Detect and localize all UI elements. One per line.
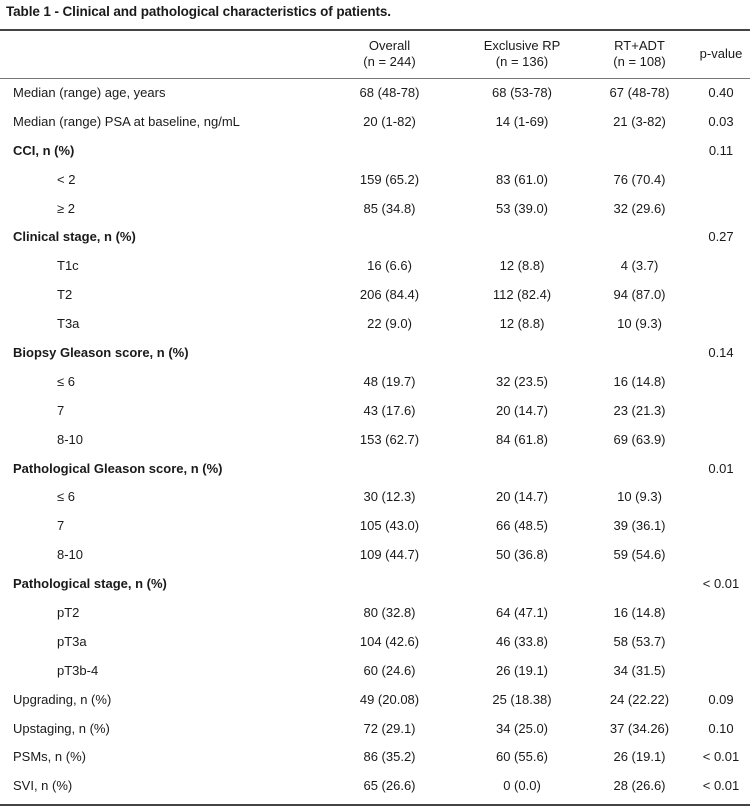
cell-overall (322, 222, 457, 251)
cell-exclusive-rp: 12 (8.8) (499, 316, 545, 332)
cell-p-value: 0.01 (708, 460, 734, 476)
subcategory-row (0, 598, 750, 627)
header-overall-n: (n = 244) (363, 54, 416, 69)
cell-rt-adt: 39 (36.1) (613, 518, 666, 534)
cell-exclusive-rp (457, 222, 587, 251)
cell-overall: 16 (6.6) (367, 258, 412, 274)
row-label: Upgrading, n (%) (13, 691, 112, 707)
cell-exclusive-rp: 32 (23.5) (495, 373, 549, 389)
subcategory-row (0, 627, 750, 656)
cell-rt-adt: 26 (19.1) (613, 749, 666, 765)
cell-overall: 206 (84.4) (359, 287, 420, 303)
row-label: pT2 (57, 604, 80, 620)
subcategory-row (0, 367, 750, 396)
header-exclusive-rp (457, 30, 587, 78)
table-row (0, 78, 750, 107)
cell-overall: 153 (62.7) (359, 431, 420, 447)
subcategory-row (0, 540, 750, 569)
cell-overall: 30 (12.3) (363, 489, 416, 505)
row-label: CCI, n (%) (13, 142, 75, 158)
cell-overall: 68 (48-78) (359, 84, 420, 100)
cell-exclusive-rp: 84 (61.8) (495, 431, 549, 447)
cell-overall (322, 569, 457, 598)
bottom-rule (0, 804, 750, 806)
cell-rt-adt: 21 (3-82) (613, 113, 666, 129)
cell-rt-adt: 94 (87.0) (613, 287, 666, 303)
cell-overall: 22 (9.0) (367, 316, 412, 332)
cell-overall: 65 (26.6) (363, 778, 416, 794)
row-label: 8-10 (57, 547, 84, 563)
cell-exclusive-rp: 112 (82.4) (492, 287, 552, 303)
cell-rt-adt: 10 (9.3) (617, 316, 662, 332)
row-label: T2 (57, 287, 73, 303)
cell-p-value (692, 194, 750, 223)
cell-overall: 109 (44.7) (359, 547, 420, 563)
section-header-row (0, 569, 750, 598)
header-exclusive-rp-title: Exclusive RP (483, 38, 561, 53)
cell-p-value: < 0.01 (702, 576, 740, 592)
subcategory-row (0, 165, 750, 194)
cell-p-value: < 0.01 (702, 778, 740, 794)
header-rt-adt (587, 30, 692, 78)
subcategory-row (0, 251, 750, 280)
row-label: ≤ 6 (57, 373, 75, 389)
header-p-value (692, 30, 750, 78)
table-row (0, 742, 750, 771)
header-rt-adt-title: RT+ADT (614, 38, 665, 53)
cell-p-value (692, 540, 750, 569)
section-header-row (0, 136, 750, 165)
cell-exclusive-rp: 14 (1-69) (495, 113, 549, 129)
cell-rt-adt: 76 (70.4) (613, 171, 666, 187)
subcategory-row (0, 396, 750, 425)
cell-p-value: 0.03 (708, 113, 734, 129)
cell-p-value: 0.11 (708, 142, 734, 158)
subcategory-row (0, 280, 750, 309)
cell-overall: 60 (24.6) (363, 662, 416, 678)
cell-overall: 48 (19.7) (363, 373, 416, 389)
cell-p-value (692, 309, 750, 338)
row-label: ≥ 2 (57, 200, 75, 216)
cell-overall: 72 (29.1) (363, 720, 416, 736)
row-label: SVI, n (%) (13, 778, 73, 794)
cell-p-value (692, 656, 750, 685)
cell-overall (322, 338, 457, 367)
cell-overall: 105 (43.0) (359, 518, 420, 534)
cell-p-value (692, 367, 750, 396)
cell-overall: 49 (20.08) (359, 691, 420, 707)
cell-p-value (692, 425, 750, 454)
cell-exclusive-rp: 20 (14.7) (495, 402, 549, 418)
cell-p-value: < 0.01 (702, 749, 740, 765)
cell-rt-adt: 58 (53.7) (613, 633, 666, 649)
cell-exclusive-rp: 25 (18.38) (492, 691, 552, 707)
subcategory-row (0, 511, 750, 540)
row-label: T1c (57, 258, 79, 274)
cell-rt-adt: 24 (22.22) (609, 691, 670, 707)
cell-p-value (692, 511, 750, 540)
cell-rt-adt: 28 (26.6) (613, 778, 666, 794)
subcategory-row (0, 425, 750, 454)
characteristics-table (0, 30, 750, 800)
cell-exclusive-rp: 50 (36.8) (495, 547, 549, 563)
cell-exclusive-rp: 66 (48.5) (495, 518, 549, 534)
cell-rt-adt: 69 (63.9) (613, 431, 666, 447)
cell-rt-adt (587, 569, 692, 598)
cell-overall: 20 (1-82) (363, 113, 416, 129)
row-label: 8-10 (57, 431, 84, 447)
header-rt-adt-n: (n = 108) (613, 54, 666, 69)
cell-exclusive-rp (457, 569, 587, 598)
header-characteristic (0, 30, 322, 78)
header-exclusive-rp-n: (n = 136) (495, 54, 549, 69)
cell-overall: 104 (42.6) (359, 633, 420, 649)
table-row (0, 685, 750, 714)
row-label: 7 (57, 402, 65, 418)
table-body (0, 78, 750, 800)
row-label: Pathological Gleason score, n (%) (13, 460, 223, 476)
header-overall-title: Overall (368, 38, 411, 53)
cell-exclusive-rp: 64 (47.1) (495, 604, 549, 620)
row-label: Pathological stage, n (%) (13, 576, 167, 592)
row-label: PSMs, n (%) (13, 749, 86, 765)
cell-rt-adt (587, 454, 692, 483)
row-label: Upstaging, n (%) (13, 720, 110, 736)
subcategory-row (0, 194, 750, 223)
cell-exclusive-rp: 53 (39.0) (495, 200, 549, 216)
row-label: 7 (57, 518, 65, 534)
cell-overall (322, 136, 457, 165)
cell-rt-adt: 23 (21.3) (613, 402, 666, 418)
header-row (0, 30, 750, 78)
cell-rt-adt: 10 (9.3) (617, 489, 662, 505)
section-header-row (0, 338, 750, 367)
cell-exclusive-rp: 12 (8.8) (499, 258, 545, 274)
cell-exclusive-rp: 0 (0.0) (503, 778, 541, 794)
cell-exclusive-rp (457, 136, 587, 165)
cell-p-value: 0.27 (708, 229, 734, 245)
cell-exclusive-rp: 83 (61.0) (495, 171, 549, 187)
cell-p-value (692, 627, 750, 656)
cell-p-value (692, 598, 750, 627)
cell-exclusive-rp (457, 338, 587, 367)
subcategory-row (0, 656, 750, 685)
cell-p-value (692, 482, 750, 511)
cell-overall: 86 (35.2) (363, 749, 416, 765)
cell-p-value: 0.09 (708, 691, 734, 707)
row-label: pT3b-4 (57, 662, 99, 678)
row-label: ≤ 6 (57, 489, 75, 505)
cell-rt-adt (587, 222, 692, 251)
subcategory-row (0, 309, 750, 338)
row-label: < 2 (57, 171, 76, 187)
cell-rt-adt: 37 (34.26) (609, 720, 670, 736)
cell-rt-adt: 59 (54.6) (613, 547, 666, 563)
cell-overall: 80 (32.8) (363, 604, 416, 620)
row-label: Clinical stage, n (%) (13, 229, 136, 245)
cell-rt-adt: 34 (31.5) (613, 662, 666, 678)
cell-p-value (692, 165, 750, 194)
subcategory-row (0, 482, 750, 511)
cell-exclusive-rp: 26 (19.1) (495, 662, 549, 678)
header-p-value-title: p-value (699, 46, 743, 61)
cell-rt-adt (587, 338, 692, 367)
row-label: Median (range) age, years (13, 84, 166, 100)
cell-exclusive-rp: 46 (33.8) (495, 633, 549, 649)
row-label: T3a (57, 316, 80, 332)
cell-p-value (692, 251, 750, 280)
cell-overall: 43 (17.6) (363, 402, 416, 418)
cell-overall: 85 (34.8) (363, 200, 416, 216)
table-caption: Table 1 - Clinical and pathological characteristics of patients. (6, 4, 391, 19)
row-label: pT3a (57, 633, 87, 649)
cell-rt-adt: 16 (14.8) (613, 604, 666, 620)
table-row (0, 714, 750, 743)
row-label: Biopsy Gleason score, n (%) (13, 344, 189, 360)
table-row (0, 107, 750, 136)
section-header-row (0, 454, 750, 483)
cell-overall (322, 454, 457, 483)
cell-exclusive-rp: 68 (53-78) (492, 84, 552, 100)
cell-rt-adt: 4 (3.7) (620, 258, 659, 274)
cell-rt-adt (587, 136, 692, 165)
cell-rt-adt: 32 (29.6) (613, 200, 666, 216)
table-row (0, 771, 750, 800)
cell-p-value (692, 396, 750, 425)
cell-exclusive-rp: 20 (14.7) (495, 489, 549, 505)
row-label: Median (range) PSA at baseline, ng/mL (13, 113, 240, 129)
cell-exclusive-rp (457, 454, 587, 483)
cell-overall: 159 (65.2) (359, 171, 420, 187)
cell-exclusive-rp: 34 (25.0) (495, 720, 549, 736)
header-overall (322, 30, 457, 78)
cell-p-value: 0.40 (708, 84, 734, 100)
cell-exclusive-rp: 60 (55.6) (495, 749, 549, 765)
cell-rt-adt: 67 (48-78) (609, 84, 670, 100)
cell-p-value: 0.14 (708, 344, 734, 360)
cell-rt-adt: 16 (14.8) (613, 373, 666, 389)
cell-p-value: 0.10 (708, 720, 734, 736)
section-header-row (0, 222, 750, 251)
cell-p-value (692, 280, 750, 309)
table-header (0, 30, 750, 78)
